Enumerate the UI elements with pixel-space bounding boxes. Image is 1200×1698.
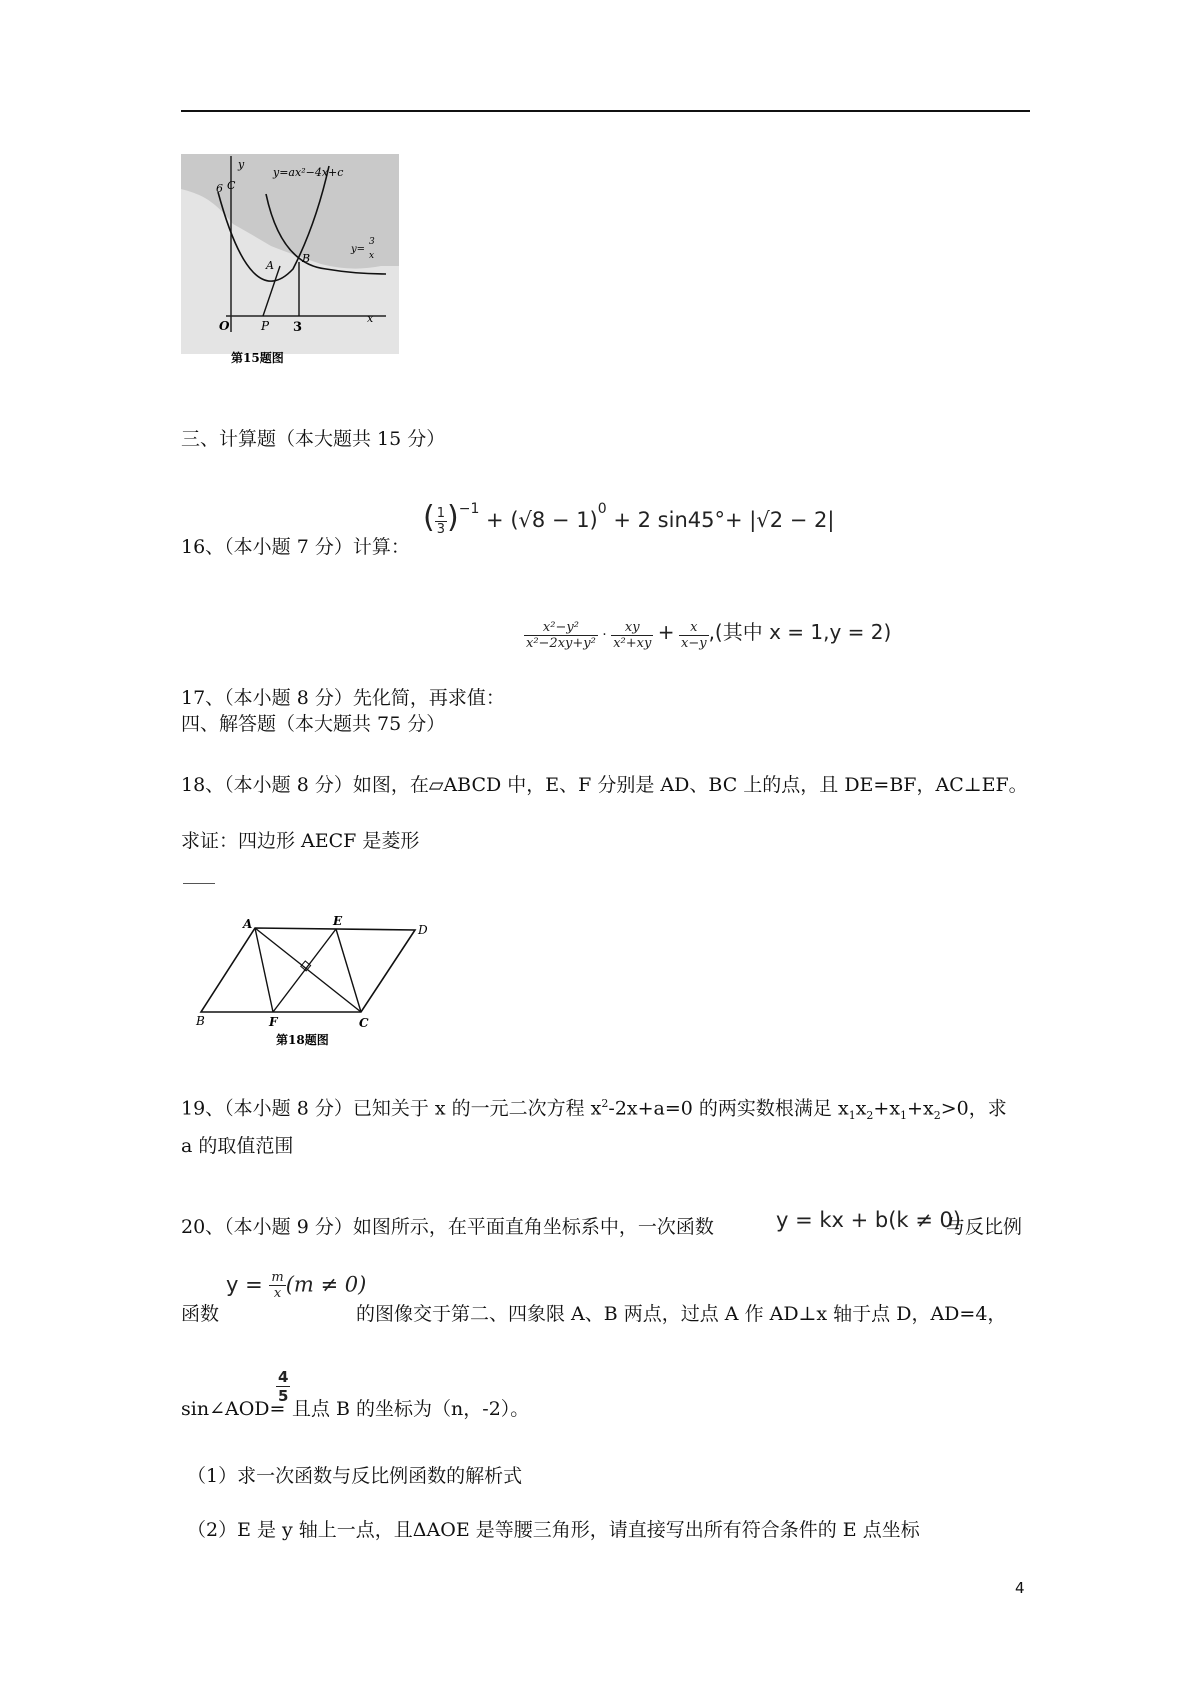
figure-15-label-b: B (302, 252, 311, 265)
q19-mid-3: +x (907, 1097, 934, 1120)
q20-eq1: y = kx + b(k ≠ 0) (776, 1208, 962, 1232)
q20-part2: （2）E 是 y 轴上一点，且ΔAOE 是等腰三角形，请直接写出所有符合条件的 E 点坐标 (187, 1519, 920, 1541)
q20-sin-fraction (276, 1368, 290, 1405)
figure-15-hyperbola-num: 3 (369, 237, 375, 247)
q16-exp1: −1 (458, 501, 480, 517)
q17-f3-num: x (679, 620, 709, 636)
figure-15-label-a: A (266, 259, 274, 272)
figure-18 (181, 910, 431, 1060)
q16-text: 16、（本小题 7 分）计算： (181, 536, 410, 558)
figure-18-label-d: D (418, 923, 428, 937)
q20-sin-den: 5 (278, 1387, 289, 1405)
figure-15-curve-label: y=ax²−4x+c (273, 166, 344, 179)
q19-text-a: 19、（本小题 8 分）已知关于 x 的一元二次方程 x (181, 1097, 602, 1120)
q20-line1-b: 与反比例 (946, 1216, 1023, 1238)
q16-part3: + 2 sin45°+ |√2 − 2| (613, 508, 835, 532)
q17-dot: · (602, 627, 607, 643)
q18-line1: 18、（本小题 8 分）如图，在▱ABCD 中，E、F 分别是 AD、BC 上的点，且 DE=BF，AC⊥EF。 (181, 774, 1028, 796)
q16-frac-num: 1 (436, 505, 445, 521)
figure-18-caption: 第18题图 (276, 1033, 329, 1047)
q19-mid-2: +x (873, 1097, 901, 1120)
q19-sub-2: 2 (866, 1109, 874, 1123)
q17-plus: + (657, 620, 675, 644)
q19-mid-1: x (855, 1097, 867, 1120)
q19-sub-4: 2 (933, 1109, 941, 1123)
q20-line2-b: 的图像交于第二、四象限 A、B 两点，过点 A 作 AD⊥x 轴于点 D，AD=4， (356, 1303, 1007, 1325)
figure-15-label-3: 3 (293, 320, 303, 335)
figure-15-label-o: O (219, 319, 230, 333)
q16-frac-den: 3 (436, 521, 445, 537)
section-3-heading: 三、计算题（本大题共 15 分） (181, 428, 446, 450)
q19-text-b: -2x+a=0 的两实数根满足 x (608, 1097, 849, 1120)
q20-eq2-den: x (273, 1286, 282, 1301)
q16-exp2: 0 (597, 501, 607, 517)
q20-part1: （1）求一次函数与反比例函数的解析式 (187, 1465, 523, 1487)
q17-f1-num: x²−y² (524, 620, 598, 636)
q20-sin-num: 4 (278, 1368, 289, 1386)
q18-short-rule (183, 883, 215, 884)
q19-line2: a 的取值范围 (181, 1135, 294, 1157)
q17-f3-den: x−y (681, 635, 707, 651)
q17-f2-den: x²+xy (613, 635, 652, 651)
figure-18-label-b: B (196, 1014, 205, 1028)
header-rule (181, 110, 1030, 112)
q16-expression: ( $\frac{1}{3}$ )$^{-1} + (√8 - 1)^0 + 2$ sin45°+ |√2 − 2| (423, 500, 835, 537)
q18-line2: 求证：四边形 AECF 是菱形 (181, 830, 420, 852)
figure-18-label-f: F (269, 1015, 278, 1029)
figure-15-label-x: x (367, 312, 374, 325)
figure-15-label-y: y (238, 158, 245, 171)
figure-15-caption: 第15题图 (231, 351, 284, 365)
q17-condition: ,(其中 x = 1,y = 2) (708, 620, 892, 644)
q19-sup-2: 2 (601, 1097, 609, 1110)
figure-15-hyperbola-label: y= (351, 244, 366, 255)
q20-line3-b: 且点 B 的坐标为（n，-2）。 (292, 1398, 530, 1420)
q20-line3-a: sin∠AOD= (181, 1398, 286, 1420)
figure-18-label-e: E (333, 914, 343, 928)
figure-15 (181, 154, 399, 374)
q19-sub-3: 1 (900, 1109, 908, 1123)
figure-18-label-a: A (243, 917, 253, 931)
q17-text: 17、（本小题 8 分）先化简，再求值： (181, 687, 505, 709)
figure-18-segment-ec (336, 929, 361, 1012)
q20-eq2-y: y = (226, 1272, 263, 1297)
q17-expression (524, 616, 891, 651)
q19-line1 (181, 1098, 1007, 1121)
figure-15-label-c: C (227, 179, 236, 192)
q20-eq2-cond: (m ≠ 0) (285, 1272, 367, 1297)
q20-line1-a: 20、（本小题 9 分）如图所示，在平面直角坐标系中，一次函数 (181, 1216, 714, 1238)
figure-15-label-6: 6 (216, 182, 223, 195)
q20-eq2-num: m (271, 1270, 284, 1285)
page-number: 4 (1015, 1579, 1025, 1597)
figure-18-label-c: C (359, 1016, 369, 1030)
figure-15-hyperbola-den: x (369, 251, 375, 261)
q16-part2: + (√8 − 1) (486, 508, 598, 532)
figure-15-label-p: P (261, 319, 270, 333)
q20-line2-a: 函数 (181, 1303, 220, 1325)
q19-sub-1: 1 (848, 1109, 856, 1123)
q17-f1-den: x²−2xy+y² (526, 635, 596, 651)
q17-f2-num: xy (611, 620, 653, 636)
figure-18-segment-ef (273, 929, 336, 1012)
q19-text-c: >0，求 (940, 1097, 1007, 1120)
q20-eq2 (226, 1270, 366, 1301)
section-4-heading: 四、解答题（本大题共 75 分） (181, 713, 446, 735)
